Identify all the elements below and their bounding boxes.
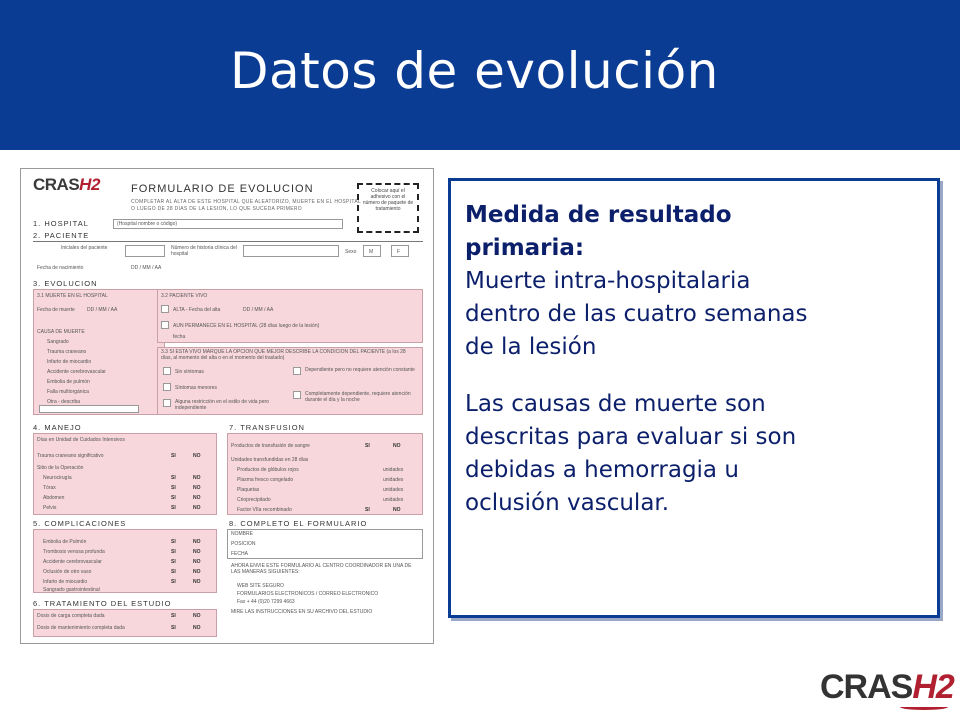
label-sex: Sexo xyxy=(345,249,357,255)
complication-item: Sangrado gastrointestinal xyxy=(43,587,100,593)
section-completo: 8. COMPLETO EL FORMULARIO xyxy=(229,519,368,528)
primary-outcome-box xyxy=(448,178,940,618)
label-cause: CAUSA DE MUERTE xyxy=(37,329,85,335)
completed-by-item: NOMBRE xyxy=(231,531,253,537)
label-date: fecha xyxy=(173,334,186,340)
transfusion-item: Crioprecipitado xyxy=(237,497,271,503)
crash2-logo xyxy=(820,668,954,707)
section-paciente: 2. PACIENTE xyxy=(33,231,90,240)
management-item: Sitio de la Operación xyxy=(37,465,84,471)
no-label: NO xyxy=(193,559,201,565)
complication-item: Trombosis venosa profunda xyxy=(43,549,105,555)
death-date-format: DD / MM / AA xyxy=(87,307,118,313)
condition-option: Dependiente pero no requiere atención constante xyxy=(305,367,415,373)
spacer xyxy=(465,364,925,388)
no-label: NO xyxy=(193,505,201,511)
sex-m-label: M xyxy=(369,249,374,255)
no-label: NO xyxy=(393,507,401,513)
management-panel xyxy=(33,433,217,515)
management-item: Pelvis xyxy=(43,505,57,511)
cause-item: Sangrado xyxy=(47,339,69,345)
cause-item: Embolia de pulmón xyxy=(47,379,90,385)
section-hospital: 1. HOSPITAL xyxy=(33,219,89,228)
file-instructions: MIRE LAS INSTRUCCIONES EN SU ARCHIVO DEL ESTUDIO xyxy=(231,609,373,615)
para2-line: debidas a hemorragia u xyxy=(465,457,739,483)
logo-suffix: H2 xyxy=(79,175,100,194)
completed-by-item: FECHA xyxy=(231,551,248,557)
yes-label: SI xyxy=(171,613,176,619)
management-item: Días en Unidad de Cuidados Intensivos xyxy=(37,437,125,443)
units-label: unidades xyxy=(383,487,404,493)
yes-label: SI xyxy=(171,625,176,631)
para2-line: oclusión vascular. xyxy=(465,490,670,516)
history-field xyxy=(243,245,339,257)
logo-prefix: CRAS xyxy=(820,668,913,706)
transfusion-item: Unidades transfundidas en 28 días xyxy=(231,457,309,463)
transfusion-item: Productos de transfusión de sangre xyxy=(231,443,310,449)
treatment-item: Dosis de mantenimiento completa dada xyxy=(37,625,125,631)
cause-item: Otra - describa xyxy=(47,399,81,405)
condition-checkbox xyxy=(163,383,171,391)
cause-item: Accidente cerebrovascular xyxy=(47,369,106,375)
units-label: unidades xyxy=(383,497,404,503)
logo-suffix: H2 xyxy=(912,668,954,706)
slide-title: Datos de evolución xyxy=(230,42,719,100)
label-alive: 3.2 PACIENTE VIVO xyxy=(161,293,208,299)
yes-label: SI xyxy=(171,559,176,565)
completed-by-panel xyxy=(227,529,423,559)
send-option: Fax + 44 (0)20 7299 4663 xyxy=(237,599,295,605)
completed-by-item: POSICION xyxy=(231,541,256,547)
yes-label: SI xyxy=(171,549,176,555)
divider xyxy=(33,241,423,242)
yes-label: SI xyxy=(171,539,176,545)
complication-item: Accidente cerebrovascular xyxy=(43,559,102,565)
birthdate-format: DD / MM / AA xyxy=(131,265,162,271)
complication-item: Infarto de miocardio xyxy=(43,579,88,585)
yes-label: SI xyxy=(365,443,370,449)
crash2-logo-small xyxy=(33,175,100,195)
para1-line: Muerte intra-hospitalaria xyxy=(465,268,751,294)
label-discharge: ALTA - Fecha del alta xyxy=(173,307,221,313)
no-label: NO xyxy=(193,485,201,491)
no-label: NO xyxy=(193,539,201,545)
para2-line: descritas para evaluar si son xyxy=(465,424,797,450)
label-death-date: Fecha de muerte xyxy=(37,307,75,313)
section-tratamiento: 6. TRATAMIENTO DEL ESTUDIO xyxy=(33,599,172,608)
units-label: unidades xyxy=(383,477,404,483)
no-label: NO xyxy=(193,613,201,619)
form-subtitle: COMPLETAR AL ALTA DE ESTE HOSPITAL QUE ALEATORIZO, MUERTE EN EL HOSPITAL O LUEGO DE 28 DIAS DE LA LESION, LO QUE SUCEDA PRIMERO xyxy=(131,199,361,212)
condition-option: Alguna restricción en el estilo de vida pero independiente xyxy=(175,399,269,411)
condition-checkbox xyxy=(293,367,301,375)
label-birthdate: Fecha de nacimiento xyxy=(37,265,84,271)
no-label: NO xyxy=(193,569,201,575)
no-label: NO xyxy=(193,625,201,631)
transfusion-item: Plasma fresco congelado xyxy=(237,477,294,483)
logo-prefix: CRAS xyxy=(33,175,80,194)
section-manejo: 4. MANEJO xyxy=(33,423,82,432)
yes-label: SI xyxy=(171,579,176,585)
form-title: FORMULARIO DE EVOLUCION xyxy=(131,183,314,195)
no-label: NO xyxy=(393,443,401,449)
send-instructions: AHORA ENVIE ESTE FORMULARIO AL CENTRO COORDINADOR EN UNA DE LAS MANERAS SIGUIENTES: xyxy=(231,563,412,575)
label-initials: Iniciales del paciente xyxy=(61,245,108,251)
condition-option: Síntomas menores xyxy=(175,385,217,391)
no-label: NO xyxy=(193,579,201,585)
label-remains: AUN PERMANECE EN EL HOSPITAL (28 días luego de la lesión) xyxy=(173,323,320,329)
hospital-hint: (Hospital nombre o código) xyxy=(117,221,178,227)
heading-line-1: Medida de resultado xyxy=(465,202,732,228)
no-label: NO xyxy=(193,495,201,501)
yes-label: SI xyxy=(171,453,176,459)
no-label: NO xyxy=(193,453,201,459)
send-option: FORMULARIOS ELECTRONICOS / CORREO ELECTRONICO xyxy=(237,591,379,597)
yes-label: SI xyxy=(171,475,176,481)
label-history: Número de historia clínica del hospital xyxy=(171,245,237,257)
condition-checkbox xyxy=(163,399,171,407)
condition-checkbox xyxy=(293,391,301,399)
cause-item: Falla multiorgánica xyxy=(47,389,89,395)
sticker-box: Colocar aquí el adhesivo con el número de paquete de tratamiento xyxy=(357,183,419,233)
yes-label: SI xyxy=(171,569,176,575)
transfusion-item: Plaquetas xyxy=(237,487,260,493)
section-evolucion: 3. EVOLUCION xyxy=(33,279,98,288)
condition-option: Sin síntomas xyxy=(175,369,204,375)
section-complicaciones: 5. COMPLICACIONES xyxy=(33,519,127,528)
label-condition: 3.3 SI ESTA VIVO MARQUE LA OPCION QUE MEJOR DESCRIBE LA CONDICION DEL PACIENTE (a los 28 días, al momento del alta o en el momento del traslado) xyxy=(161,349,406,361)
discharge-date-format: DD / MM / AA xyxy=(243,307,274,313)
section-transfusion: 7. TRANSFUSION xyxy=(229,423,305,432)
transfusion-item: Factor VIIa recombinado xyxy=(237,507,292,513)
transfusion-item: Productos de glóbulos rojos xyxy=(237,467,299,473)
initials-field xyxy=(125,245,165,257)
other-cause-field xyxy=(39,405,139,413)
heading-line-2: primaria: xyxy=(465,235,585,261)
condition-checkbox xyxy=(163,367,171,375)
sex-f-label: F xyxy=(397,249,401,255)
yes-label: SI xyxy=(171,505,176,511)
alta-checkbox xyxy=(161,305,169,313)
label-death: 3.1 MUERTE EN EL HOSPITAL xyxy=(37,293,108,299)
remains-checkbox xyxy=(161,321,169,329)
yes-label: SI xyxy=(365,507,370,513)
management-item: Neurocirugía xyxy=(43,475,72,481)
management-item: Tórax xyxy=(43,485,56,491)
para2-line: Las causas de muerte son xyxy=(465,391,766,417)
cause-item: Infarto de miocardio xyxy=(47,359,92,365)
yes-label: SI xyxy=(171,485,176,491)
condition-option: Completamente dependiente, requiere atención durante el día y la noche xyxy=(305,391,411,403)
units-label: unidades xyxy=(383,467,404,473)
para1-line: de la lesión xyxy=(465,334,597,360)
outcome-form-image xyxy=(20,168,434,644)
send-option: WEB SITE SEGURO xyxy=(237,583,284,589)
logo-swoosh-icon xyxy=(900,704,948,710)
treatment-item: Dosis de carga completa dada xyxy=(37,613,105,619)
complication-item: Oclusión de otro vaso xyxy=(43,569,92,575)
management-item: Trauma craneano significativo xyxy=(37,453,104,459)
management-item: Abdomen xyxy=(43,495,65,501)
no-label: NO xyxy=(193,475,201,481)
no-label: NO xyxy=(193,549,201,555)
complication-item: Embolia de Pulmón xyxy=(43,539,87,545)
para1-line: dentro de las cuatro semanas xyxy=(465,301,808,327)
cause-item: Trauma craneano xyxy=(47,349,87,355)
yes-label: SI xyxy=(171,495,176,501)
